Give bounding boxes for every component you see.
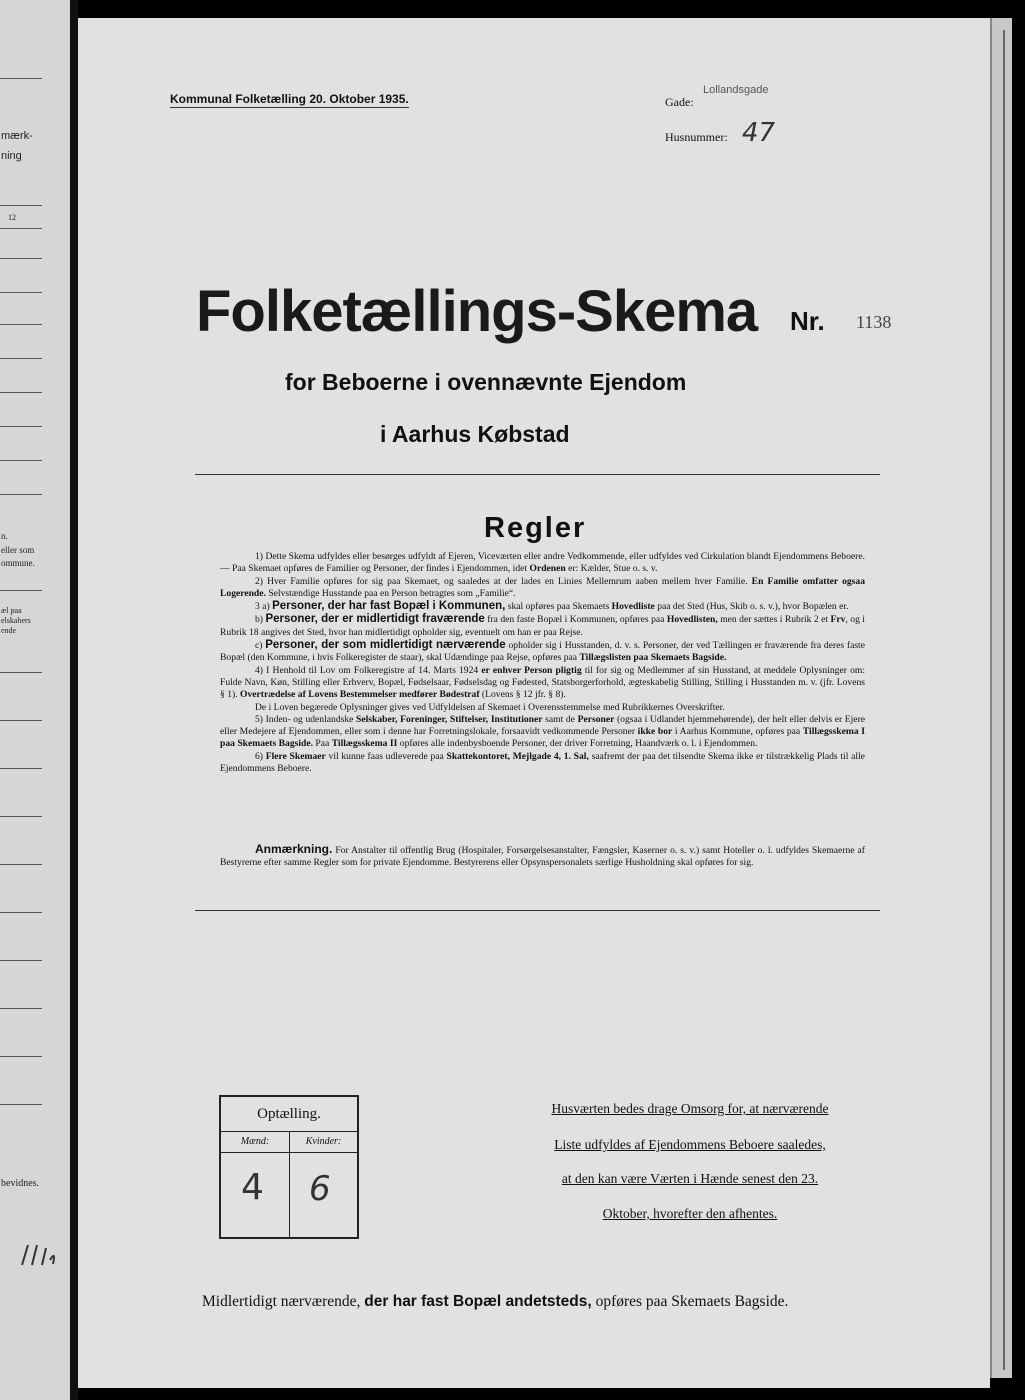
- rule-4-note: De i Loven begærede Oplysninger gives ved Udfyldelsen af Skemaet i Overensstemmelse med Rubrikkernes Overskrifter.: [255, 701, 725, 713]
- rule-4: 4) I Henhold til Lov om Folkeregistre af 14. Marts 1924 er enhver Person pligtig til for sig og Medlemmer af sin Husstand, at meddele Oplysninger om: Fulde Navn, Køn, Stilling eller Erhverv, Bopæl, Fødselsaar, Fødselsdag og Fødested, Statsborgerforhold, ægteskabelig Stilling, Stilling i Husstanden m. v. (jfr. Lovens § 1). Overtrædelse af Lovens Bestemmelser medfører Bødestraf (Lovens § 12 jfr. § 8).: [220, 664, 865, 701]
- left-page-text: mærk-: [1, 130, 33, 142]
- left-page-rule: [0, 258, 42, 259]
- tally-women-label: Kvinder:: [290, 1132, 357, 1153]
- left-page-rule: [0, 324, 42, 325]
- divider-top: [195, 474, 880, 475]
- left-page-rule: [0, 460, 42, 461]
- tally-column-divider: [289, 1132, 290, 1237]
- left-page-rule: [0, 960, 42, 961]
- left-page-text: æl paa: [1, 606, 22, 615]
- form-location: i Aarhus Købstad: [380, 421, 570, 447]
- left-page-rule: [0, 392, 42, 393]
- notice-line-4: Oktober, hvorefter den afhentes.: [602, 1206, 778, 1221]
- book-gutter: [70, 0, 78, 1400]
- footer-note: Midlertidigt nærværende, der har fast Bopæl andetsteds, opføres paa Skemaets Bagside.: [202, 1293, 789, 1310]
- left-page-text: 12: [8, 213, 16, 222]
- left-page-rule: [0, 1104, 42, 1105]
- left-page-rule: [0, 1008, 42, 1009]
- left-page-rule: [0, 358, 42, 359]
- left-page-text: elskabers: [1, 616, 31, 625]
- left-page-rule: [0, 1056, 42, 1057]
- tally-men-value: 4: [241, 1167, 264, 1208]
- left-page-rule: [0, 590, 42, 591]
- rule-6: 6) Flere Skemaer vil kunne faas udleverede paa Skattekontoret, Mejlgade 4, 1. Sal, saafremt der paa det tilsendte Skema ikke er tilstrækkelig Plads til alle Ejendommens Beboere.: [220, 750, 865, 775]
- page-edge-line: [1003, 30, 1005, 1370]
- left-page-text: n.: [1, 531, 8, 541]
- left-page-rule: [0, 292, 42, 293]
- rule-3b: b) Personer, der er midlertidigt fraværende fra den faste Bopæl i Kommunen, opføres paa Hovedlisten, men der sættes i Rubrik 2 et Frv, og i Rubrik 18 angives det Sted, hvor han midlertidigt opholder sig, eventuelt om han er paa Rejse.: [220, 613, 865, 638]
- left-page-rule: [0, 912, 42, 913]
- page-edges: [990, 18, 1012, 1378]
- form-title: Folketællings-Skema: [196, 279, 758, 344]
- left-page-text: ning: [1, 150, 22, 162]
- rule-5: 5) Inden- og udenlandske Selskaber, Foreninger, Stiftelser, Institutioner samt de Personer (ogsaa i Udlandet hjemmehørende), der helt eller delvis er Ejere eller Medejere af Ejendommen, eller som i denne har Forretningslokale, forsaavidt vedkommende Personer ikke bor i Aarhus Kommune, opføres paa Tillægsskema I paa Skemaets Bagside. Paa Tillægsskema II opføres alle indenbysboende Personer, der driver Forretning, Haandværk o. l. i Ejendommen.: [220, 713, 866, 750]
- house-number-label: Husnummer:: [665, 130, 728, 144]
- left-page-rule: [0, 494, 42, 495]
- street-label: Gade:: [665, 95, 694, 109]
- divider-bottom: [195, 910, 880, 911]
- notice-line-1: Husværten bedes drage Omsorg for, at nærværende: [551, 1101, 829, 1116]
- rule-3a: 3 a) Personer, der har fast Bopæl i Kommunen, skal opføres paa Skemaets Hovedliste paa det Sted (Hus, Skib o. s. v.), hvor Bopælen er.: [255, 600, 849, 613]
- left-page-rule: [0, 720, 42, 721]
- rules-heading: Regler: [484, 512, 587, 544]
- rule-2: 2) Hver Familie opføres for sig paa Skemaet, og saaledes at der lades en Linies Mellemrum aaben mellem hver Familie. En Familie omfatter ogsaa Logerende. Selvstændige Husstande paa en Person betragtes som „Familie“.: [220, 575, 865, 599]
- form-number-label: Nr.: [790, 306, 825, 336]
- left-page-rule: [0, 672, 42, 673]
- left-page-rule: [0, 768, 42, 769]
- left-page-rule: [0, 205, 42, 206]
- left-page-fragment: [0, 0, 70, 1400]
- note-label: Anmærkning.: [255, 842, 333, 856]
- signature-scrawl: [20, 1240, 60, 1270]
- rules-body: [220, 551, 865, 775]
- left-page-rule: [0, 78, 42, 79]
- house-number-value: 47: [742, 118, 776, 148]
- left-page-rule: [0, 228, 42, 229]
- form-number-value: 1138: [856, 312, 892, 332]
- left-page-rule: [0, 816, 42, 817]
- tally-men-label: Mænd:: [221, 1132, 289, 1153]
- census-date-line: Kommunal Folketælling 20. Oktober 1935.: [170, 92, 409, 106]
- notice-line-2: Liste udfyldes af Ejendommens Beboere saaledes,: [554, 1137, 826, 1152]
- street-value: Lollandsgade: [703, 84, 769, 96]
- rule-3c: c) Personer, der som midlertidigt nærværende opholder sig i Husstanden, d. v. s. Personer, der ved Tællingen er fraværende fra deres faste Bopæl (den Kommune, i hvis Folkeregister de staar), skal Udændinge paa Rejse, opføres paa Tillægslisten paa Skemaets Bagside.: [220, 639, 865, 664]
- tally-box: [219, 1095, 359, 1239]
- left-page-text: ommune.: [1, 558, 35, 568]
- left-page-text: eller som: [1, 545, 35, 555]
- note-block: [220, 843, 865, 870]
- tally-title: Optælling.: [221, 1097, 357, 1132]
- left-page-text: ende: [1, 626, 17, 635]
- tally-women-value: 6: [309, 1169, 331, 1209]
- left-page-rule: [0, 426, 42, 427]
- notice-line-3: at den kan være Værten i Hænde senest den 23.: [561, 1171, 819, 1186]
- left-page-rule: [0, 864, 42, 865]
- left-page-text: bevidnes.: [1, 1178, 40, 1189]
- rule-1: 1) Dette Skema udfyldes eller besørges udfyldt af Ejeren, Viceværten eller andre Vedkommende, eller udfyldes ved Cirkulation blandt Ejendommens Beboere. — Paa Skemaet opføres de Familier og Personer, der findes i Ejendommen, idet Ordenen er: Kælder, Stue o. s. v.: [220, 551, 865, 575]
- note-text: Anmærkning. For Anstalter til offentlig Brug (Hospitaler, Forsørgelsesanstalter, Fængsler, Kaserner o. s. v.) samt Hoteller o. l. udfyldes Skemaerne af Bestyrerne efter samme Regler som for private Ejendomme. Bestyrerens eller Opsynspersonalets særlige Husholdning skal opføres for sig.: [220, 842, 865, 869]
- form-subtitle: for Beboerne i ovennævnte Ejendom: [285, 369, 687, 395]
